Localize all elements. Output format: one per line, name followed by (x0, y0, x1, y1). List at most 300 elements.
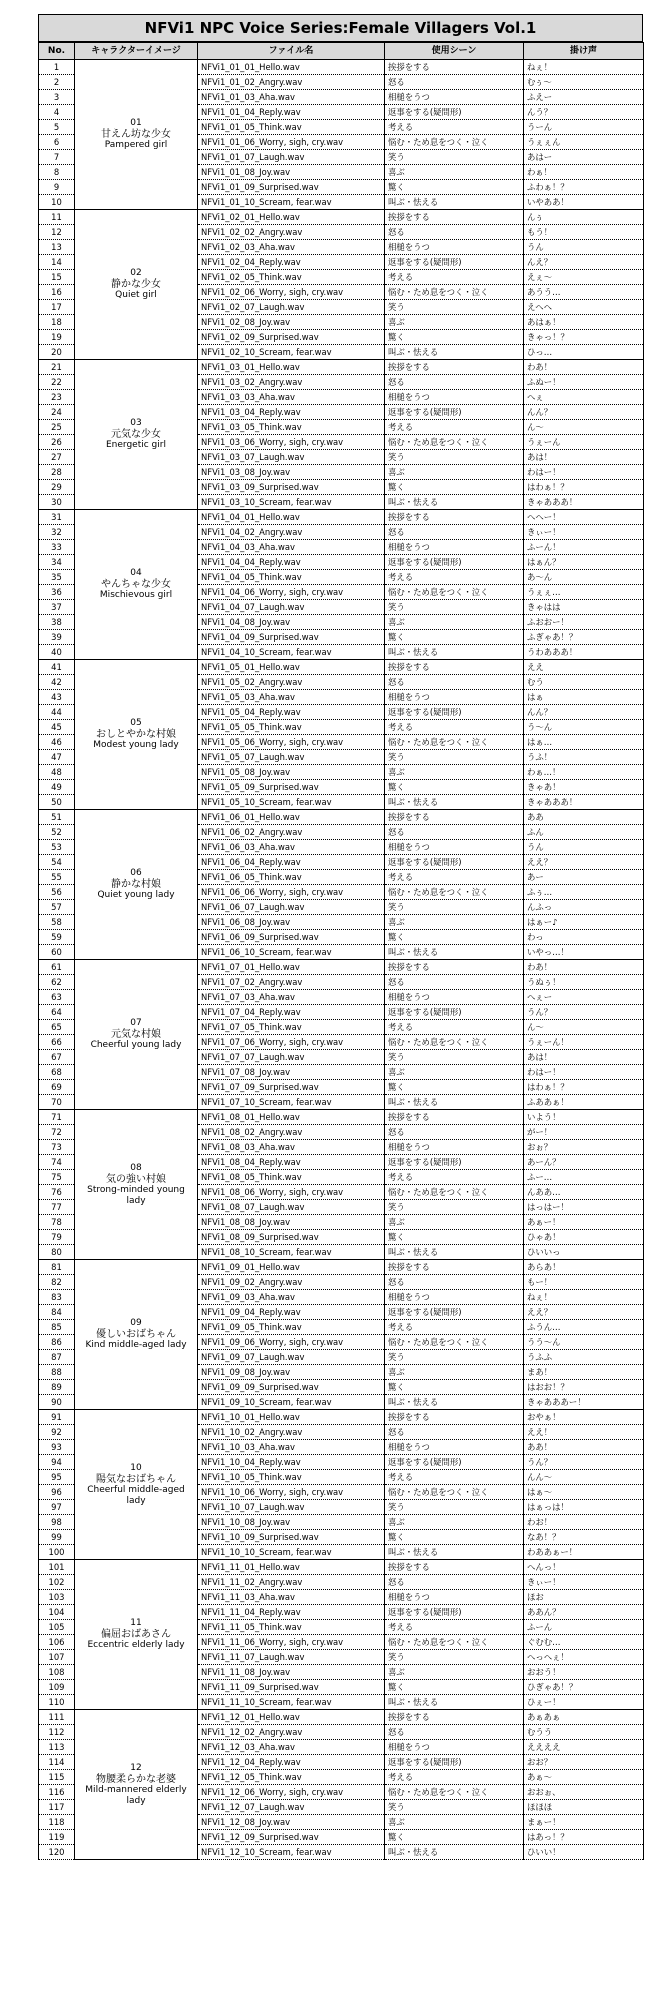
character-name-en: Quiet young lady (97, 890, 175, 900)
row-number: 15 (39, 270, 75, 285)
shout-text: おぉ？ (524, 1140, 644, 1155)
shout-text: おおぉ、 (524, 1785, 644, 1800)
file-name: NFVi1_01_08_Joy.wav (198, 165, 385, 180)
file-name: NFVi1_11_04_Reply.wav (198, 1605, 385, 1620)
shout-text: えへへ (524, 300, 644, 315)
usage-scene: 喜ぶ (385, 1365, 524, 1380)
usage-scene: 相槌をうつ (385, 390, 524, 405)
character-cell (75, 810, 198, 960)
shout-text: ん～ (524, 1020, 644, 1035)
file-name: NFVi1_11_06_Worry, sigh, cry.wav (198, 1635, 385, 1650)
file-name: NFVi1_07_07_Laugh.wav (198, 1050, 385, 1065)
row-number: 69 (39, 1080, 75, 1095)
usage-scene: 驚く (385, 180, 524, 195)
row-number: 65 (39, 1020, 75, 1035)
usage-scene: 相槌をうつ (385, 1440, 524, 1455)
usage-scene: 悩む・ため息をつく・泣く (385, 1785, 524, 1800)
row-number: 90 (39, 1395, 75, 1410)
file-name: NFVi1_01_01_Hello.wav (198, 60, 385, 75)
usage-scene: 笑う (385, 1500, 524, 1515)
row-number: 78 (39, 1215, 75, 1230)
row-number: 71 (39, 1110, 75, 1125)
row-number: 38 (39, 615, 75, 630)
row-number: 4 (39, 105, 75, 120)
shout-text: はおお！？ (524, 1380, 644, 1395)
row-number: 30 (39, 495, 75, 510)
usage-scene: 考える (385, 720, 524, 735)
file-name: NFVi1_09_04_Reply.wav (198, 1305, 385, 1320)
usage-scene: 怒る (385, 75, 524, 90)
row-number: 108 (39, 1665, 75, 1680)
file-name: NFVi1_07_08_Joy.wav (198, 1065, 385, 1080)
shout-text: ぐむむ… (524, 1635, 644, 1650)
row-number: 92 (39, 1425, 75, 1440)
character-name-en: Cheerful young lady (90, 1040, 182, 1050)
row-number: 96 (39, 1485, 75, 1500)
shout-text: あぁー！ (524, 1215, 644, 1230)
shout-text: きゃはは (524, 600, 644, 615)
row-number: 73 (39, 1140, 75, 1155)
file-name: NFVi1_06_08_Joy.wav (198, 915, 385, 930)
shout-text: ねぇ！ (524, 1290, 644, 1305)
character-name-en: Strong-minded young lady (87, 1184, 185, 1206)
usage-scene: 怒る (385, 975, 524, 990)
file-name: NFVi1_07_10_Scream, fear.wav (198, 1095, 385, 1110)
shout-text: むう (524, 675, 644, 690)
file-name: NFVi1_12_10_Scream, fear.wav (198, 1845, 385, 1860)
file-name: NFVi1_03_01_Hello.wav (198, 360, 385, 375)
usage-scene: 相槌をうつ (385, 1140, 524, 1155)
usage-scene: 悩む・ため息をつく・泣く (385, 1335, 524, 1350)
shout-text: んん？ (524, 405, 644, 420)
table-row (39, 60, 644, 75)
row-number: 80 (39, 1245, 75, 1260)
row-number: 85 (39, 1320, 75, 1335)
usage-scene: 喜ぶ (385, 765, 524, 780)
character-number: 09 (130, 1318, 142, 1328)
shout-text: ええ？ (524, 1305, 644, 1320)
usage-scene: 怒る (385, 1425, 524, 1440)
usage-scene: 叫ぶ・怯える (385, 1245, 524, 1260)
file-name: NFVi1_10_10_Scream, fear.wav (198, 1545, 385, 1560)
usage-scene: 驚く (385, 780, 524, 795)
shout-text: へんっ！ (524, 1560, 644, 1575)
shout-text: きゃあ！ (524, 780, 644, 795)
shout-text: わぁ！ (524, 165, 644, 180)
usage-scene: 返事をする(疑問形) (385, 1455, 524, 1470)
shout-text: おおう！ (524, 1665, 644, 1680)
usage-scene: 喜ぶ (385, 1215, 524, 1230)
character-name-ja: おしとやかな村娘 (96, 729, 176, 740)
shout-text: ひぎゃあ！？ (524, 1680, 644, 1695)
usage-scene: 喜ぶ (385, 165, 524, 180)
shout-text: おやぁ！ (524, 1410, 644, 1425)
row-number: 74 (39, 1155, 75, 1170)
usage-scene: 怒る (385, 225, 524, 240)
shout-text: はぁっは！ (524, 1500, 644, 1515)
voice-table-body (39, 60, 644, 1860)
shout-text: うん？ (524, 1005, 644, 1020)
row-number: 111 (39, 1710, 75, 1725)
usage-scene: 喜ぶ (385, 465, 524, 480)
shout-text: わっ (524, 930, 644, 945)
shout-text: ん～ (524, 420, 644, 435)
row-number: 105 (39, 1620, 75, 1635)
character-name-ja: 物腰柔らかな老婆 (96, 1773, 176, 1785)
usage-scene: 相槌をうつ (385, 990, 524, 1005)
table-row (39, 510, 644, 525)
file-name: NFVi1_10_07_Laugh.wav (198, 1500, 385, 1515)
header-row (39, 43, 644, 60)
file-name: NFVi1_05_05_Think.wav (198, 720, 385, 735)
row-number: 86 (39, 1335, 75, 1350)
file-name: NFVi1_09_10_Scream, fear.wav (198, 1395, 385, 1410)
row-number: 79 (39, 1230, 75, 1245)
usage-scene: 笑う (385, 450, 524, 465)
usage-scene: 叫ぶ・怯える (385, 495, 524, 510)
shout-text: ひゃあ！ (524, 1230, 644, 1245)
row-number: 56 (39, 885, 75, 900)
file-name: NFVi1_08_02_Angry.wav (198, 1125, 385, 1140)
shout-text: ふわぁ！？ (524, 180, 644, 195)
usage-scene: 叫ぶ・怯える (385, 945, 524, 960)
usage-scene: 考える (385, 1470, 524, 1485)
shout-text: ふー… (524, 1170, 644, 1185)
row-number: 45 (39, 720, 75, 735)
shout-text: あうう… (524, 285, 644, 300)
file-name: NFVi1_11_09_Surprised.wav (198, 1680, 385, 1695)
file-name: NFVi1_06_05_Think.wav (198, 870, 385, 885)
file-name: NFVi1_03_04_Reply.wav (198, 405, 385, 420)
shout-text: ふん (524, 825, 644, 840)
usage-scene: 相槌をうつ (385, 1590, 524, 1605)
row-number: 44 (39, 705, 75, 720)
usage-scene: 怒る (385, 1575, 524, 1590)
usage-scene: 叫ぶ・怯える (385, 795, 524, 810)
file-name: NFVi1_07_02_Angry.wav (198, 975, 385, 990)
shout-text: はぁ… (524, 735, 644, 750)
row-number: 35 (39, 570, 75, 585)
shout-text: きゃっ！？ (524, 330, 644, 345)
file-name: NFVi1_03_03_Aha.wav (198, 390, 385, 405)
usage-scene: 返事をする(疑問形) (385, 855, 524, 870)
file-name: NFVi1_10_05_Think.wav (198, 1470, 385, 1485)
usage-scene: 考える (385, 1620, 524, 1635)
usage-scene: 悩む・ため息をつく・泣く (385, 135, 524, 150)
shout-text: ひぇー！ (524, 1695, 644, 1710)
shout-text: はぁ (524, 690, 644, 705)
shout-text: ふえー (524, 90, 644, 105)
file-name: NFVi1_11_01_Hello.wav (198, 1560, 385, 1575)
usage-scene: 笑う (385, 1650, 524, 1665)
row-number: 1 (39, 60, 75, 75)
row-number: 58 (39, 915, 75, 930)
file-name: NFVi1_02_01_Hello.wav (198, 210, 385, 225)
row-number: 3 (39, 90, 75, 105)
character-name-ja: やんちゃな少女 (101, 579, 171, 590)
file-name: NFVi1_07_03_Aha.wav (198, 990, 385, 1005)
character-cell (75, 1410, 198, 1560)
row-number: 116 (39, 1785, 75, 1800)
file-name: NFVi1_10_09_Surprised.wav (198, 1530, 385, 1545)
file-name: NFVi1_09_02_Angry.wav (198, 1275, 385, 1290)
row-number: 19 (39, 330, 75, 345)
character-name-en: Energetic girl (106, 440, 166, 450)
shout-text: あぁあぁ (524, 1710, 644, 1725)
usage-scene: 喜ぶ (385, 1065, 524, 1080)
usage-scene: 喜ぶ (385, 1815, 524, 1830)
file-name: NFVi1_04_05_Think.wav (198, 570, 385, 585)
file-name: NFVi1_08_04_Reply.wav (198, 1155, 385, 1170)
character-number: 07 (130, 1018, 142, 1028)
row-number: 8 (39, 165, 75, 180)
file-name: NFVi1_06_04_Reply.wav (198, 855, 385, 870)
file-name: NFVi1_03_05_Think.wav (198, 420, 385, 435)
usage-scene: 挨拶をする (385, 510, 524, 525)
character-name-en: Mild-mannered elderly lady (85, 1784, 187, 1806)
shout-text: わぁ…！ (524, 765, 644, 780)
usage-scene: 驚く (385, 1230, 524, 1245)
file-name: NFVi1_06_06_Worry, sigh, cry.wav (198, 885, 385, 900)
usage-scene: 挨拶をする (385, 660, 524, 675)
file-name: NFVi1_10_04_Reply.wav (198, 1455, 385, 1470)
usage-scene: 叫ぶ・怯える (385, 1545, 524, 1560)
shout-text: わお！ (524, 1515, 644, 1530)
file-name: NFVi1_12_03_Aha.wav (198, 1740, 385, 1755)
character-cell (75, 1260, 198, 1410)
file-name: NFVi1_06_01_Hello.wav (198, 810, 385, 825)
usage-scene: 叫ぶ・怯える (385, 1845, 524, 1860)
shout-text: はぁー♪ (524, 915, 644, 930)
shout-text: もう！ (524, 225, 644, 240)
row-number: 68 (39, 1065, 75, 1080)
row-number: 36 (39, 585, 75, 600)
character-cell (75, 1710, 198, 1860)
shout-text: まあ！ (524, 1365, 644, 1380)
shout-text: はあっ！？ (524, 1830, 644, 1845)
file-name: NFVi1_03_06_Worry, sigh, cry.wav (198, 435, 385, 450)
usage-scene: 驚く (385, 1530, 524, 1545)
file-name: NFVi1_01_05_Think.wav (198, 120, 385, 135)
file-name: NFVi1_12_02_Angry.wav (198, 1725, 385, 1740)
shout-text: んう？ (524, 105, 644, 120)
file-name: NFVi1_04_10_Scream, fear.wav (198, 645, 385, 660)
row-number: 115 (39, 1770, 75, 1785)
row-number: 34 (39, 555, 75, 570)
shout-text: ふおおー！ (524, 615, 644, 630)
row-number: 113 (39, 1740, 75, 1755)
character-name-en: Eccentric elderly lady (87, 1640, 185, 1650)
character-name-ja: 気の強い村娘 (106, 1173, 166, 1185)
table-row (39, 810, 644, 825)
file-name: NFVi1_02_03_Aha.wav (198, 240, 385, 255)
file-name: NFVi1_05_10_Scream, fear.wav (198, 795, 385, 810)
file-name: NFVi1_08_10_Scream, fear.wav (198, 1245, 385, 1260)
row-number: 89 (39, 1380, 75, 1395)
character-number: 04 (130, 568, 142, 578)
file-name: NFVi1_08_06_Worry, sigh, cry.wav (198, 1185, 385, 1200)
shout-text: ふぎゃあ！？ (524, 630, 644, 645)
file-name: NFVi1_06_07_Laugh.wav (198, 900, 385, 915)
file-name: NFVi1_09_01_Hello.wav (198, 1260, 385, 1275)
row-number: 63 (39, 990, 75, 1005)
character-cell (75, 210, 198, 360)
character-cell (75, 1110, 198, 1260)
row-number: 2 (39, 75, 75, 90)
shout-text: いやっ…！ (524, 945, 644, 960)
usage-scene: 叫ぶ・怯える (385, 1695, 524, 1710)
row-number: 103 (39, 1590, 75, 1605)
usage-scene: 挨拶をする (385, 60, 524, 75)
table-row (39, 1410, 644, 1425)
shout-text: うん？ (524, 1455, 644, 1470)
shout-text: ええ (524, 660, 644, 675)
character-name-en: Quiet girl (115, 290, 157, 300)
character-cell (75, 510, 198, 660)
shout-text: わはー！ (524, 465, 644, 480)
row-number: 7 (39, 150, 75, 165)
row-number: 49 (39, 780, 75, 795)
row-number: 29 (39, 480, 75, 495)
shout-text: うぇーん (524, 435, 644, 450)
shout-text: あは！ (524, 450, 644, 465)
usage-scene: 怒る (385, 825, 524, 840)
usage-scene: 叫ぶ・怯える (385, 195, 524, 210)
file-name: NFVi1_11_10_Scream, fear.wav (198, 1695, 385, 1710)
shout-text: んぅ (524, 210, 644, 225)
file-name: NFVi1_02_04_Reply.wav (198, 255, 385, 270)
row-number: 42 (39, 675, 75, 690)
shout-text: うぇーん！ (524, 1035, 644, 1050)
row-number: 9 (39, 180, 75, 195)
shout-text: んえ？ (524, 255, 644, 270)
usage-scene: 挨拶をする (385, 810, 524, 825)
file-name: NFVi1_08_07_Laugh.wav (198, 1200, 385, 1215)
usage-scene: 挨拶をする (385, 1710, 524, 1725)
file-name: NFVi1_04_07_Laugh.wav (198, 600, 385, 615)
file-name: NFVi1_02_10_Scream, fear.wav (198, 345, 385, 360)
usage-scene: 相槌をうつ (385, 240, 524, 255)
row-number: 62 (39, 975, 75, 990)
file-name: NFVi1_12_06_Worry, sigh, cry.wav (198, 1785, 385, 1800)
shout-text: あはぁ！ (524, 315, 644, 330)
shout-text: んふっ (524, 900, 644, 915)
file-name: NFVi1_09_06_Worry, sigh, cry.wav (198, 1335, 385, 1350)
file-name: NFVi1_08_08_Joy.wav (198, 1215, 385, 1230)
file-name: NFVi1_06_03_Aha.wav (198, 840, 385, 855)
file-name: NFVi1_08_01_Hello.wav (198, 1110, 385, 1125)
file-name: NFVi1_05_08_Joy.wav (198, 765, 385, 780)
file-name: NFVi1_01_07_Laugh.wav (198, 150, 385, 165)
usage-scene: 悩む・ため息をつく・泣く (385, 885, 524, 900)
row-number: 6 (39, 135, 75, 150)
shout-text: きゃあああ！ (524, 495, 644, 510)
row-number: 5 (39, 120, 75, 135)
shout-text: うう～ん (524, 1335, 644, 1350)
row-number: 106 (39, 1635, 75, 1650)
usage-scene: 返事をする(疑問形) (385, 1005, 524, 1020)
shout-text: ひいい！ (524, 1845, 644, 1860)
row-number: 97 (39, 1500, 75, 1515)
character-name-en: Modest young lady (93, 740, 179, 750)
usage-scene: 返事をする(疑問形) (385, 1305, 524, 1320)
table-row (39, 960, 644, 975)
row-number: 59 (39, 930, 75, 945)
usage-scene: 喜ぶ (385, 315, 524, 330)
character-name-ja: 偏屈おばあさん (101, 1629, 171, 1640)
shout-text: ええええ (524, 1740, 644, 1755)
row-number: 109 (39, 1680, 75, 1695)
row-number: 82 (39, 1275, 75, 1290)
usage-scene: 返事をする(疑問形) (385, 405, 524, 420)
row-number: 67 (39, 1050, 75, 1065)
character-name-en: Pampered girl (104, 140, 168, 150)
table-row (39, 1110, 644, 1125)
table-row (39, 360, 644, 375)
usage-scene: 考える (385, 1020, 524, 1035)
character-number: 06 (130, 868, 142, 878)
usage-scene: 笑う (385, 150, 524, 165)
usage-scene: 怒る (385, 1725, 524, 1740)
usage-scene: 相槌をうつ (385, 90, 524, 105)
usage-scene: 悩む・ため息をつく・泣く (385, 1035, 524, 1050)
shout-text: ええ？ (524, 855, 644, 870)
character-name-en: Cheerful middle-aged lady (87, 1484, 185, 1506)
shout-text: ふーん！ (524, 540, 644, 555)
table-row (39, 1260, 644, 1275)
file-name: NFVi1_09_07_Laugh.wav (198, 1350, 385, 1365)
file-name: NFVi1_06_09_Surprised.wav (198, 930, 385, 945)
file-name: NFVi1_03_02_Angry.wav (198, 375, 385, 390)
row-number: 119 (39, 1830, 75, 1845)
shout-text: あらあ！ (524, 1260, 644, 1275)
row-number: 55 (39, 870, 75, 885)
file-name: NFVi1_12_01_Hello.wav (198, 1710, 385, 1725)
row-number: 47 (39, 750, 75, 765)
row-number: 88 (39, 1365, 75, 1380)
shout-text: まぁー！ (524, 1815, 644, 1830)
file-name: NFVi1_05_01_Hello.wav (198, 660, 385, 675)
file-name: NFVi1_12_07_Laugh.wav (198, 1800, 385, 1815)
sheet-title: NFVi1 NPC Voice Series:Female Villagers Vol.1 (38, 14, 643, 42)
shout-text: きぃー！ (524, 525, 644, 540)
shout-text: はぁん？ (524, 555, 644, 570)
usage-scene: 驚く (385, 330, 524, 345)
usage-scene: 怒る (385, 525, 524, 540)
usage-scene: 考える (385, 270, 524, 285)
shout-text: ふーん (524, 1620, 644, 1635)
character-name-ja: 元気な少女 (111, 429, 161, 440)
usage-scene: 考える (385, 1170, 524, 1185)
row-number: 33 (39, 540, 75, 555)
shout-text: ひいいっ (524, 1245, 644, 1260)
row-number: 70 (39, 1095, 75, 1110)
shout-text: はわぁ！？ (524, 1080, 644, 1095)
row-number: 50 (39, 795, 75, 810)
file-name: NFVi1_10_02_Angry.wav (198, 1425, 385, 1440)
shout-text: がー！ (524, 1125, 644, 1140)
file-name: NFVi1_03_08_Joy.wav (198, 465, 385, 480)
row-number: 77 (39, 1200, 75, 1215)
row-number: 64 (39, 1005, 75, 1020)
character-number: 11 (130, 1618, 142, 1628)
file-name: NFVi1_01_02_Angry.wav (198, 75, 385, 90)
shout-text: へぇー (524, 990, 644, 1005)
file-name: NFVi1_07_01_Hello.wav (198, 960, 385, 975)
file-name: NFVi1_04_01_Hello.wav (198, 510, 385, 525)
row-number: 112 (39, 1725, 75, 1740)
shout-text: あ～ん (524, 570, 644, 585)
